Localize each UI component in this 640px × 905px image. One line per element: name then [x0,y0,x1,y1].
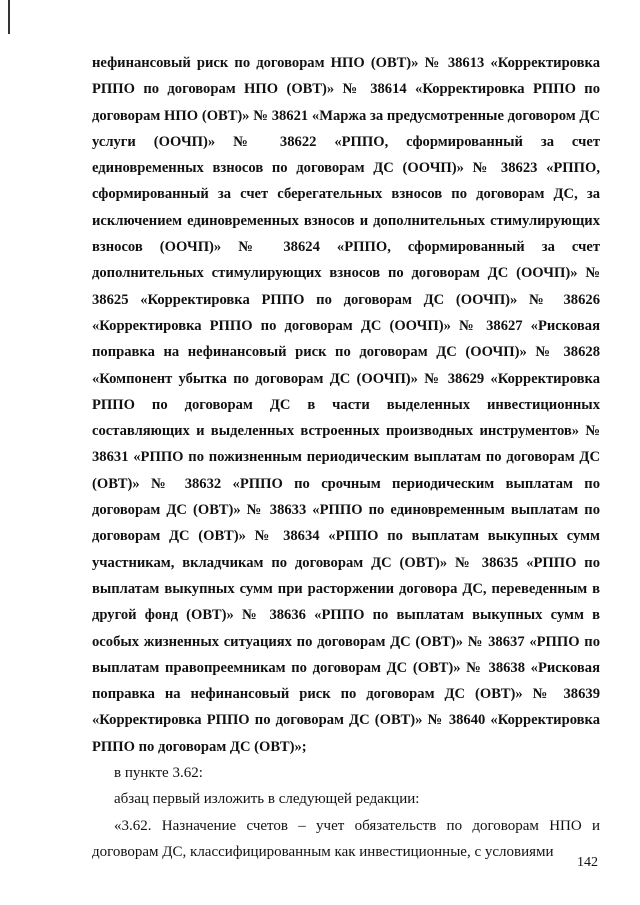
account-list-paragraph: нефинансовый риск по договорам НПО (ОВТ)» № 38613 «Корректировка РППО по договорам НПО (ОВТ)» № 38614 «Корректировка РППО по договорам НПО (ОВТ)» № 38621 «Маржа за предусмотренные договором ДС услуги (ООЧП)» № 38622 «РППО, сформированный за счет единовременных взносов по договорам ДС (ООЧП)» № 38623 «РППО, сформированный за счет сберегательных взносов по договорам ДС, за исключением единовременных взносов и дополнительных стимулирующих взносов (ООЧП)» № 38624 «РППО, сформированный за счет дополнительных стимулирующих взносов по договорам ДС (ООЧП)» № 38625 «Корректировка РППО по договорам ДС (ООЧП)» № 38626 «Корректировка РППО по договорам ДС (ООЧП)» № 38627 «Рисковая поправка на нефинансовый риск по договорам ДС (ООЧП)» № 38628 «Компонент убытка по договорам ДС (ООЧП)» № 38629 «Корректировка РППО по договорам ДС в части выделенных инвестиционных составляющих и выделенных встроенных производных инструментов» № 38631 «РППО по пожизненным периодическим выплатам по договорам ДС (ОВТ)» № 38632 «РППО по срочным периодическим выплатам по договорам ДС (ОВТ)» № 38633 «РППО по единовременным выплатам по договорам ДС (ОВТ)» № 38634 «РППО по выплатам выкупных сумм участникам, вкладчикам по договорам ДС (ОВТ)» № 38635 «РППО по выплатам выкупных сумм при расторжении договора ДС, переведенным в другой фонд (ОВТ)» № 38636 «РППО по выплатам выкупных сумм в особых жизненных ситуациях по договорам ДС (ОВТ)» № 38637 «РППО по выплатам правопреемникам по договорам ДС (ОВТ)» № 38638 «Рисковая поправка на нефинансовый риск по договорам ДС (ОВТ)» № 38639 «Корректировка РППО по договорам ДС (ОВТ)» № 38640 «Корректировка РППО по договорам ДС (ОВТ)»; [92,55,600,755]
quoted-clause-start: «3.62. Назначение счетов – учет обязательств по договорам НПО и договорам ДС, классифицированным как инвестиционные, с условиями [92,817,600,860]
page-number: 142 [577,855,598,870]
amendment-instruction: абзац первый изложить в следующей редакции: [114,791,420,808]
clause-reference: в пункте 3.62: [114,765,203,782]
document-body [92,50,600,865]
scan-edge-mark [8,0,10,34]
